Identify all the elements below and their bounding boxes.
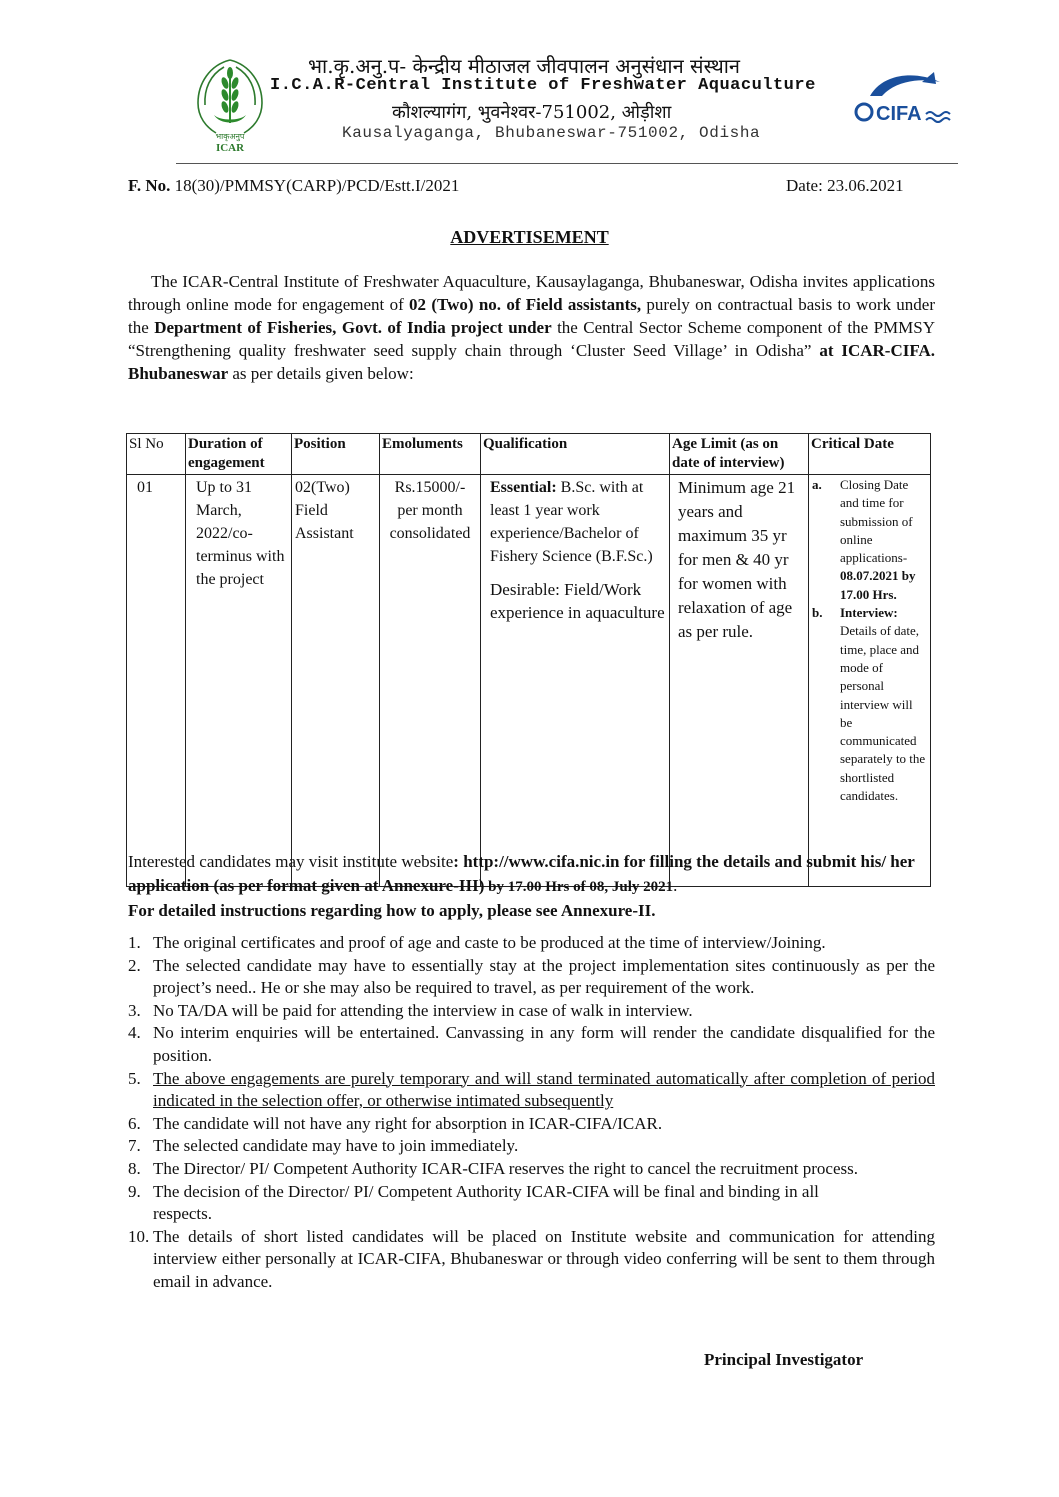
institute-address-english: Kausalyaganga, Bhubaneswar-751002, Odisha — [342, 124, 761, 142]
list-item: 5. The above engagements are purely temporary and will stand terminated automatically after completion of period indicated in the selection offer, or otherwise intimated subsequently — [128, 1068, 935, 1111]
cell-critical-date: a. Closing Date and time for submission of online applications-08.07.2021 by 17.00 Hrs. b. Interview: Details of date, time, place and mode of personal interview will be communicated separately to the shortlisted candidates. — [809, 475, 931, 887]
list-item: 3. No TA/DA will be paid for attending the interview in case of walk in interview. — [128, 1000, 693, 1020]
header-age-limit: Age Limit (as on date of interview) — [670, 434, 809, 475]
svg-text:भाकृअनुप: भाकृअनुप — [215, 132, 245, 141]
vacancy-table — [126, 433, 931, 887]
header-qualification: Qualification — [481, 434, 670, 475]
institute-name-hindi: भा.कृ.अनु.प- केन्द्रीय मीठाजल जीवपालन अनुसंधान संस्थान — [308, 54, 741, 78]
cell-position: 02(Two) Field Assistant — [292, 475, 380, 887]
document-date: Date: 23.06.2021 — [786, 176, 904, 195]
cell-emoluments: Rs.15000/- per month consolidated — [380, 475, 481, 887]
letterhead-divider — [176, 163, 958, 164]
list-item: 2. The selected candidate may have to essentially stay at the project implementation sites continuously as per the project’s need.. He or she may also be required to travel, as per requirement of the work. — [128, 955, 935, 998]
list-item: 8. The Director/ PI/ Competent Authority ICAR-CIFA reserves the right to cancel the recruitment process. — [128, 1158, 859, 1178]
cell-age-limit: Minimum age 21 years and maximum 35 yr for men & 40 yr for women with relaxation of age as per rule. — [670, 475, 809, 887]
cifa-logo — [852, 70, 956, 130]
header-critical-date: Critical Date — [809, 434, 931, 475]
page-title: ADVERTISEMENT — [450, 227, 609, 247]
list-item: 4. No interim enquiries will be entertained. Canvassing in any form will render the candidate disqualified for the position. — [128, 1023, 935, 1065]
list-item: 6. The candidate will not have any right for absorption in ICAR-CIFA/ICAR. — [128, 1113, 663, 1133]
rules-list — [128, 932, 935, 1294]
cell-duration: Up to 31 March, 2022/co-terminus with the project — [186, 475, 292, 887]
table-header-row — [127, 434, 931, 475]
intro-paragraph: The ICAR-Central Institute of Freshwater Aquaculture, Kausaylaganga, Bhubaneswar, Odisha invites applications through online mode for engagement of 02 (Two) no. of Field assistants, purely on contractual basis to work under the Department of Fisheries, Govt. of India project under the Central Sector Scheme component of the PMMSY “Strengthening quality freshwater seed supply chain through ‘Cluster Seed Village’ in Odisha” at ICAR-CIFA. Bhubaneswar as per details given below: — [128, 272, 936, 383]
cell-sl-no: 01 — [127, 475, 186, 887]
institute-name-english: I.C.A.R-Central Institute of Freshwater Aquaculture — [270, 76, 816, 95]
cell-qualification: Essential: B.Sc. with at least 1 year work experience/Bachelor of Fishery Science (B.F.Sc.) Desirable: Field/Work experience in aquaculture — [481, 475, 670, 887]
list-item: 1. The original certificates and proof of age and caste to be produced at the time of interview/Joining. — [128, 933, 826, 952]
header-emoluments: Emoluments — [380, 434, 481, 475]
header-sl-no: Sl No — [127, 434, 186, 475]
icar-logo — [190, 55, 270, 155]
list-item: 9. The decision of the Director/ PI/ Competent Authority ICAR-CIFA will be final and binding in all respects. — [128, 1181, 819, 1224]
signatory: Principal Investigator — [704, 1350, 864, 1369]
application-instructions: Interested candidates may visit institute website: http://www.cifa.nic.in for filling the details and submit his/ her application (as per format given at Annexure-III) by 17.00 Hrs of 08, July 2021. For detailed instructions regarding how to apply, please see Annexure-II. — [128, 852, 915, 920]
svg-text:ICAR: ICAR — [215, 142, 245, 154]
file-number: F. No. 18(30)/PMMSY(CARP)/PCD/Estt.I/2021 — [128, 176, 460, 195]
list-item: 10. The details of short listed candidates will be placed on Institute website and communication for attending interview either personally at ICAR-CIFA, Bhubaneswar or through video conferring will be sent to them through email in advance. — [128, 1226, 935, 1291]
list-item: 7. The selected candidate may have to join immediately. — [128, 1136, 519, 1156]
table-row — [127, 475, 931, 887]
svg-text:CIFA: CIFA — [876, 103, 922, 125]
header-duration: Duration of engagement — [186, 434, 292, 475]
header-position: Position — [292, 434, 380, 475]
institute-address-hindi: कौशल्यागंग, भुवनेश्वर-751002, ओड़ीशा — [392, 102, 672, 123]
